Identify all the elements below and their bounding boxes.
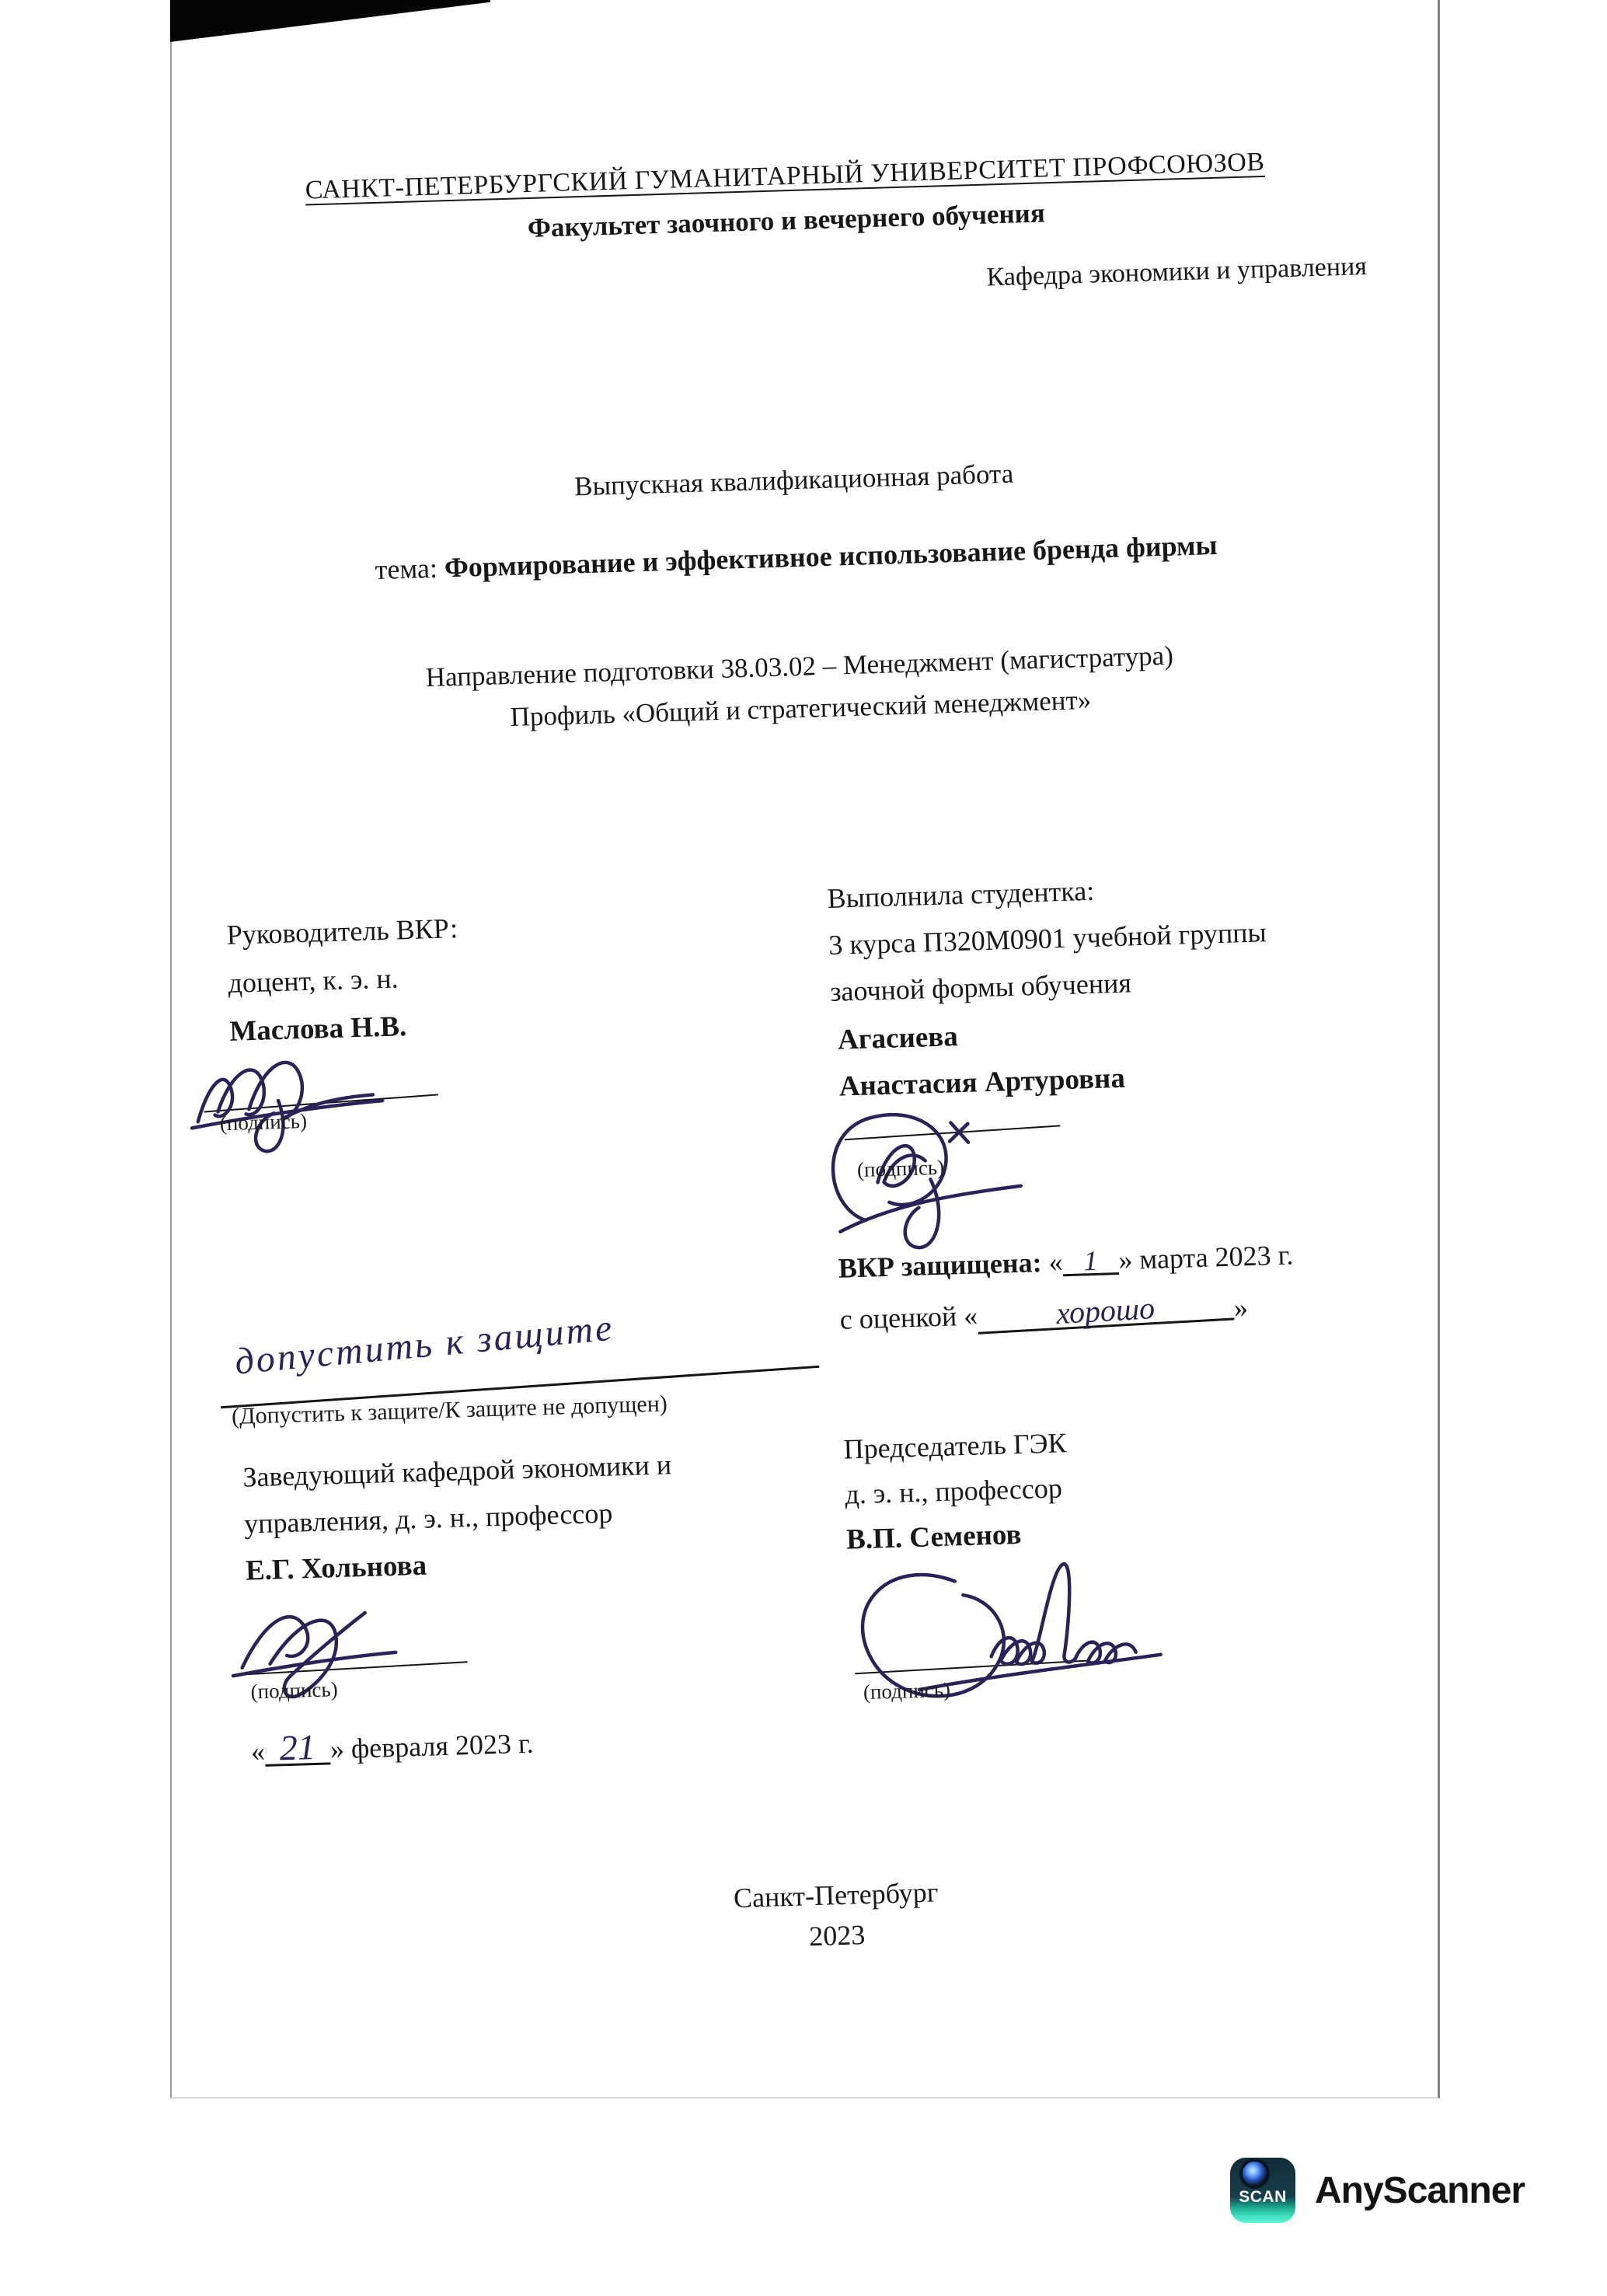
admission-caption: (Допустить к защите/К защите не допущен) (231, 1391, 668, 1430)
head-date-handwritten: 21 (279, 1727, 316, 1768)
head-dept-line2: управления, д. э. н., профессор (243, 1497, 613, 1540)
head-date-close-quote: » (329, 1732, 345, 1765)
supervisor-degree: доцент, к. э. н. (227, 962, 399, 999)
faculty-line: Факультет заочного и вечернего обучения (527, 197, 1046, 244)
grade-blank (977, 1289, 1235, 1334)
grade-label: с оценкой (839, 1300, 957, 1335)
university-title: САНКТ-ПЕТЕРБУРГСКИЙ ГУМАНИТАРНЫЙ УНИВЕРСИТЕТ ПРОФСОЮЗОВ (305, 147, 1265, 205)
defense-date: марта 2023 г. (1138, 1239, 1294, 1275)
grade-open-quote: « (963, 1300, 978, 1332)
camera-lens-icon (1243, 2162, 1267, 2186)
topic-label: тема: (375, 552, 438, 586)
scan-icon-label: SCAN (1239, 2188, 1287, 2207)
head-dept-line1: Заведующий кафедрой экономики и (242, 1449, 672, 1493)
anyscanner-app-icon (1230, 2158, 1295, 2223)
head-dept-signature-caption: (подпись) (250, 1677, 339, 1704)
head-date-blank (264, 1727, 330, 1768)
direction-line: Направление подготовки 38.03.02 – Менеджмент (магистратура) (425, 640, 1174, 693)
gek-signature-caption: (подпись) (863, 1677, 951, 1705)
department-line: Кафедра экономики и управления (986, 252, 1368, 292)
admission-handwritten: допустить к защите (233, 1307, 616, 1383)
head-date-open-quote: « (250, 1735, 266, 1767)
topic-line (108, 521, 1483, 594)
defense-day-handwritten: 1 (1082, 1244, 1099, 1277)
defense-close-quote: » (1117, 1244, 1134, 1276)
grade-line (839, 1291, 1248, 1336)
supervisor-role: Руководитель ВКР: (226, 912, 458, 951)
grade-handwritten: хорошо (1055, 1290, 1156, 1331)
head-dept-date-line (250, 1725, 534, 1768)
gek-degree: д. э. н., профессор (844, 1472, 1063, 1510)
student-heading: Выполнила студентка: (827, 874, 1095, 914)
student-surname: Агасиева (837, 1021, 959, 1056)
topic-text: Формирование и эффективное использование бренда фирмы (444, 529, 1218, 584)
grade-close-quote: » (1233, 1292, 1249, 1324)
head-dept-name: Е.Г. Хольнова (245, 1549, 427, 1587)
student-group: 3 курса П320М0901 учебной группы (828, 916, 1267, 961)
footer-city: Санкт-Петербург (733, 1876, 939, 1914)
supervisor-signature-caption: (подпись) (219, 1108, 308, 1136)
student-form: заочной формы обучения (829, 967, 1132, 1007)
defense-open-quote: « (1048, 1246, 1064, 1278)
supervisor-name: Маслова Н.В. (228, 1010, 407, 1048)
student-name: Анастасия Артуровна (838, 1062, 1126, 1103)
head-date-text: февраля 2023 г. (350, 1727, 535, 1764)
supervisor-signature (184, 1021, 452, 1165)
gek-name: В.П. Семенов (845, 1518, 1022, 1556)
work-type-line: Выпускная квалификационная работа (573, 458, 1014, 502)
profile-line: Профиль «Общий и стратегический менеджмент» (510, 684, 1092, 732)
gek-role: Председатель ГЭК (843, 1427, 1067, 1465)
anyscanner-wordmark: AnyScanner (1315, 2170, 1525, 2211)
defense-label: ВКР защищена: (838, 1247, 1043, 1284)
footer-year: 2023 (808, 1919, 866, 1952)
defense-day-blank (1062, 1244, 1119, 1277)
student-signature-caption: (подпись) (856, 1155, 945, 1181)
student-signature-x-mark (947, 1119, 971, 1146)
